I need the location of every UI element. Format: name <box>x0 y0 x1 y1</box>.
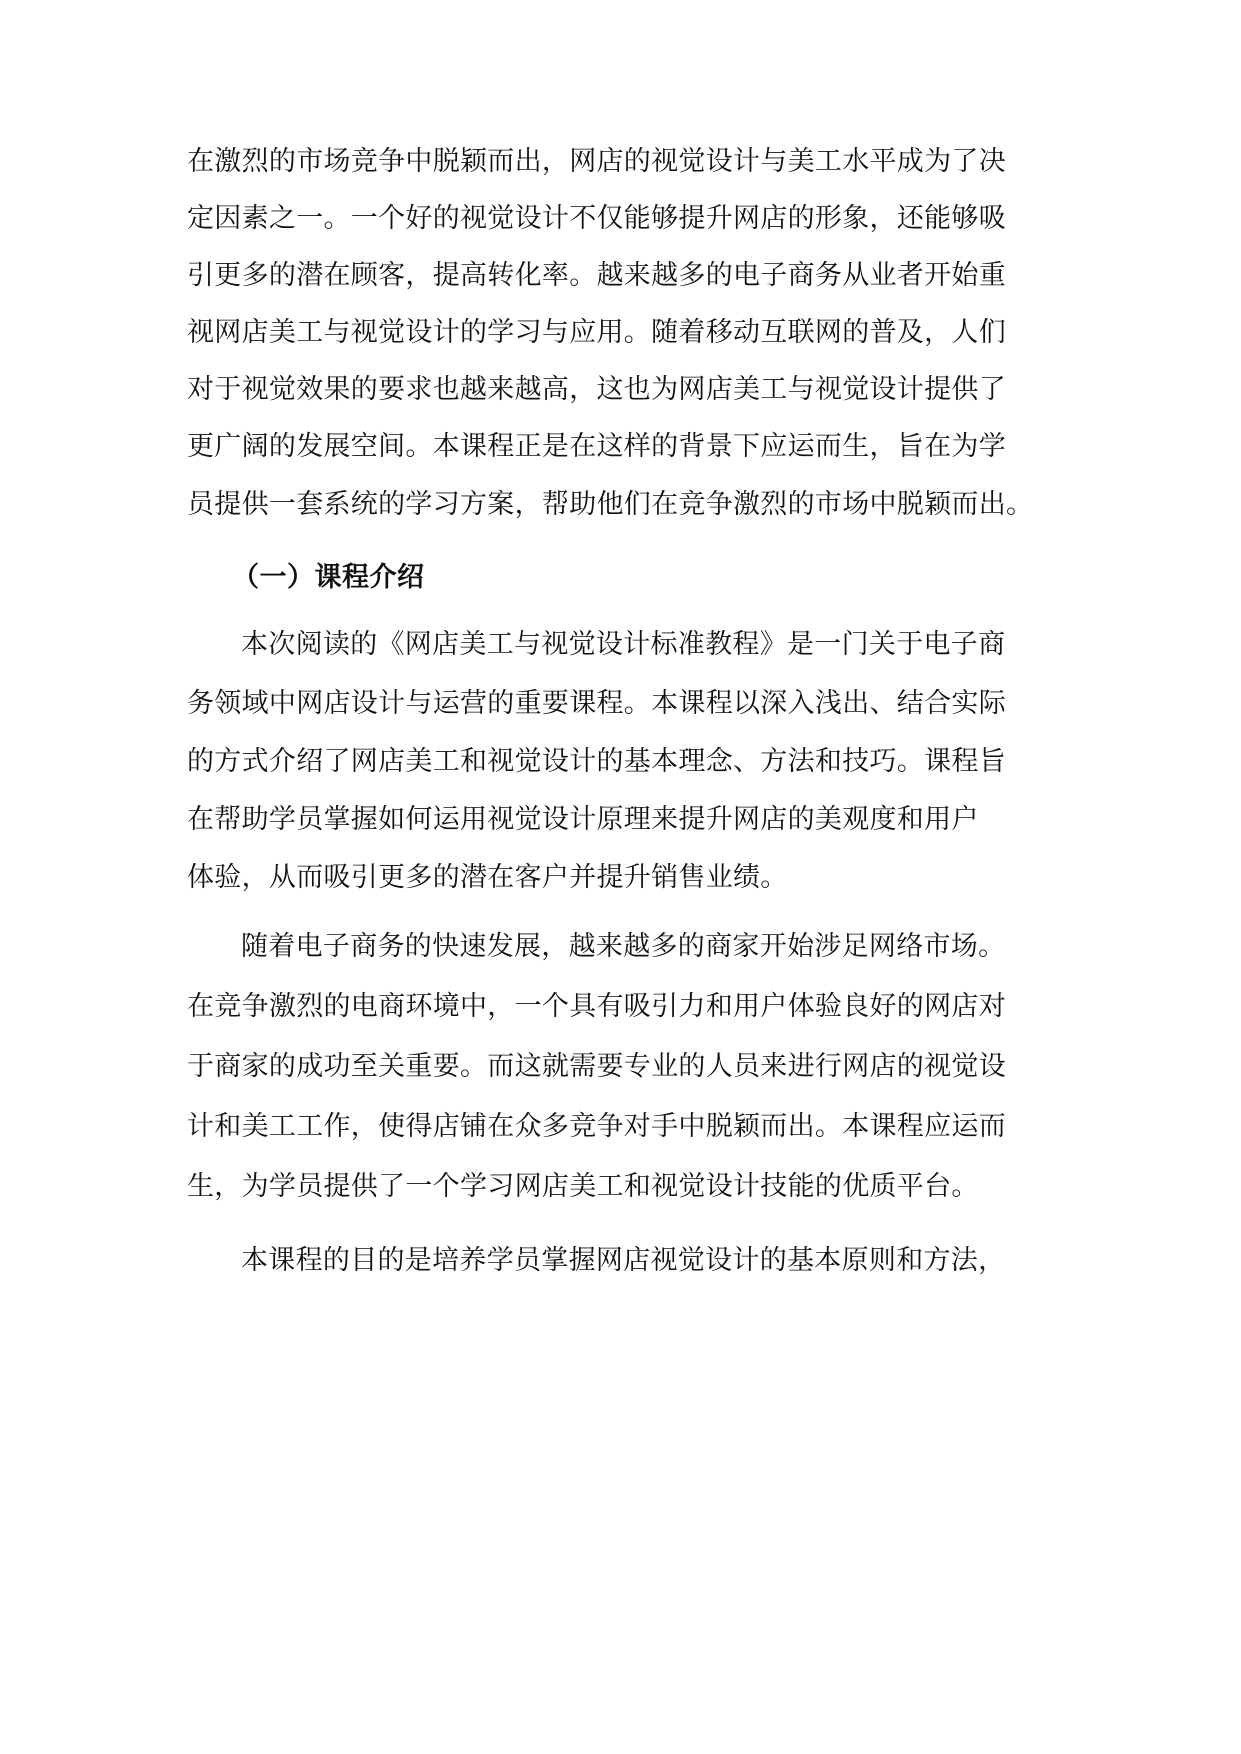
paragraph-line: 对于视觉效果的要求也越来越高，这也为网店美工与视觉设计提供了 <box>187 374 1006 405</box>
paragraph-line: 生，为学员提供了一个学习网店美工和视觉设计技能的优质平台。 <box>187 1171 979 1202</box>
paragraph-line: 的方式介绍了网店美工和视觉设计的基本理念、方法和技巧。课程旨 <box>187 746 1006 777</box>
paragraph-line: 随着电子商务的快速发展，越来越多的商家开始涉足网络市场。 <box>241 931 1006 962</box>
paragraph-line: 在帮助学员掌握如何运用视觉设计原理来提升网店的美观度和用户 <box>187 804 979 835</box>
paragraph-line: 在激烈的市场竞争中脱颖而出，网店的视觉设计与美工水平成为了决 <box>187 146 1006 177</box>
paragraph-line: 于商家的成功至关重要。而这就需要专业的人员来进行网店的视觉设 <box>187 1051 1006 1082</box>
paragraph-line: 体验，从而吸引更多的潜在客户并提升销售业绩。 <box>187 862 788 893</box>
paragraph-line: 视网店美工与视觉设计的学习与应用。随着移动互联网的普及，人们 <box>187 317 1006 348</box>
paragraph-line: 引更多的潜在顾客，提高转化率。越来越多的电子商务从业者开始重 <box>187 260 1006 291</box>
paragraph-line: 定因素之一。一个好的视觉设计不仅能够提升网店的形象，还能够吸 <box>187 203 1006 234</box>
paragraph-line: 本次阅读的《网店美工与视觉设计标准教程》是一门关于电子商 <box>241 629 1006 660</box>
paragraph-line: 在竞争激烈的电商环境中，一个具有吸引力和用户体验良好的网店对 <box>187 991 1006 1022</box>
paragraph-line: 计和美工工作，使得店铺在众多竞争对手中脱颖而出。本课程应运而 <box>187 1111 1006 1142</box>
section-heading: （一）课程介绍 <box>232 562 425 593</box>
paragraph-line: 更广阔的发展空间。本课程正是在这样的背景下应运而生，旨在为学 <box>187 431 1006 462</box>
paragraph-line: 务领域中网店设计与运营的重要课程。本课程以深入浅出、结合实际 <box>187 688 1006 719</box>
paragraph-line: 本课程的目的是培养学员掌握网店视觉设计的基本原则和方法， <box>241 1245 1006 1276</box>
paragraph-line: 员提供一套系统的学习方案，帮助他们在竞争激烈的市场中脱颖而出。 <box>187 489 1034 520</box>
